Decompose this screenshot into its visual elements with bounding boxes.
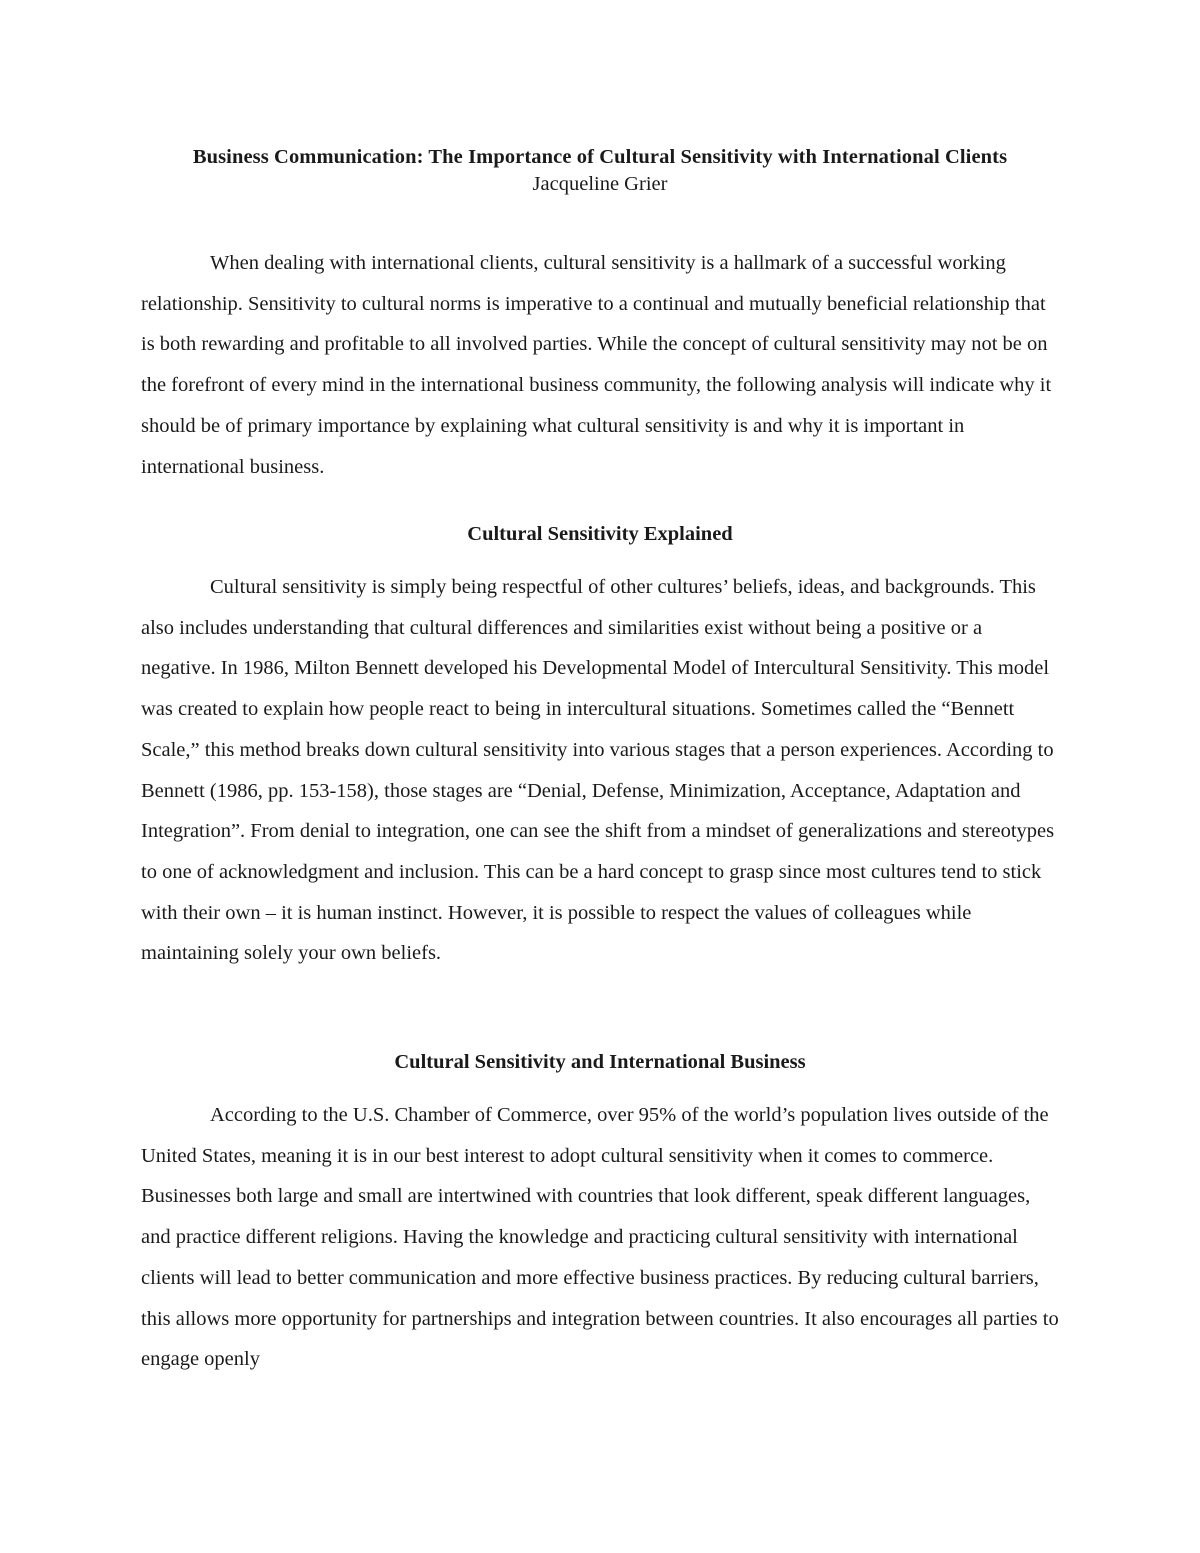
author-name: Jacqueline Grier bbox=[532, 173, 668, 195]
section-paragraph-international-business: According to the U.S. Chamber of Commerce, over 95% of the world’s population lives outside of the United States, meaning it is in our best interest to adopt cultural sensitivity when it comes to commerce. Businesses both large and small are intertwined with countries that look different, speak different languages, and practice different religions. Having the knowledge and practicing cultural sensitivity with international clients will lead to better communication and more effective business practices. By reducing cultural barriers, this allows more opportunity for partnerships and integration between countries. It also encourages all parties to engage openly bbox=[141, 1104, 1059, 1371]
section-paragraph-cultural-sensitivity-explained: Cultural sensitivity is simply being respectful of other cultures’ beliefs, ideas, and backgrounds. This also includes understanding that cultural differences and similarities exist without being a positive or a negative. In 1986, Milton Bennett developed his Developmental Model of Intercultural Sensitivity. This model was created to explain how people react to being in intercultural situations. Sometimes called the “Bennett Scale,” this method breaks down cultural sensitivity into various stages that a person experiences. According to Bennett (1986, pp. 153-158), those stages are “Denial, Defense, Minimization, Acceptance, Adaptation and Integration”. From denial to integration, one can see the shift from a mindset of generalizations and stereotypes to one of acknowledgment and inclusion. This can be a hard concept to grasp since most cultures tend to stick with their own – it is human instinct. However, it is possible to respect the values of colleagues while maintaining solely your own beliefs. bbox=[141, 576, 1055, 965]
document-title: Business Communication: The Importance of Cultural Sensitivity with International Clients bbox=[192, 146, 1008, 168]
section-heading-international-business: Cultural Sensitivity and International Business bbox=[394, 1051, 806, 1073]
section-heading-cultural-sensitivity-explained: Cultural Sensitivity Explained bbox=[467, 523, 733, 545]
title-block bbox=[141, 144, 1059, 198]
intro-paragraph: When dealing with international clients, cultural sensitivity is a hallmark of a successful working relationship. Sensitivity to cultural norms is imperative to a continual and mutually beneficial relationship that is both rewarding and profitable to all involved parties. While the concept of cultural sensitivity may not be on the forefront of every mind in the international business community, the following analysis will indicate why it should be of primary importance by explaining what cultural sensitivity is and why it is important in international business. bbox=[141, 252, 1052, 478]
